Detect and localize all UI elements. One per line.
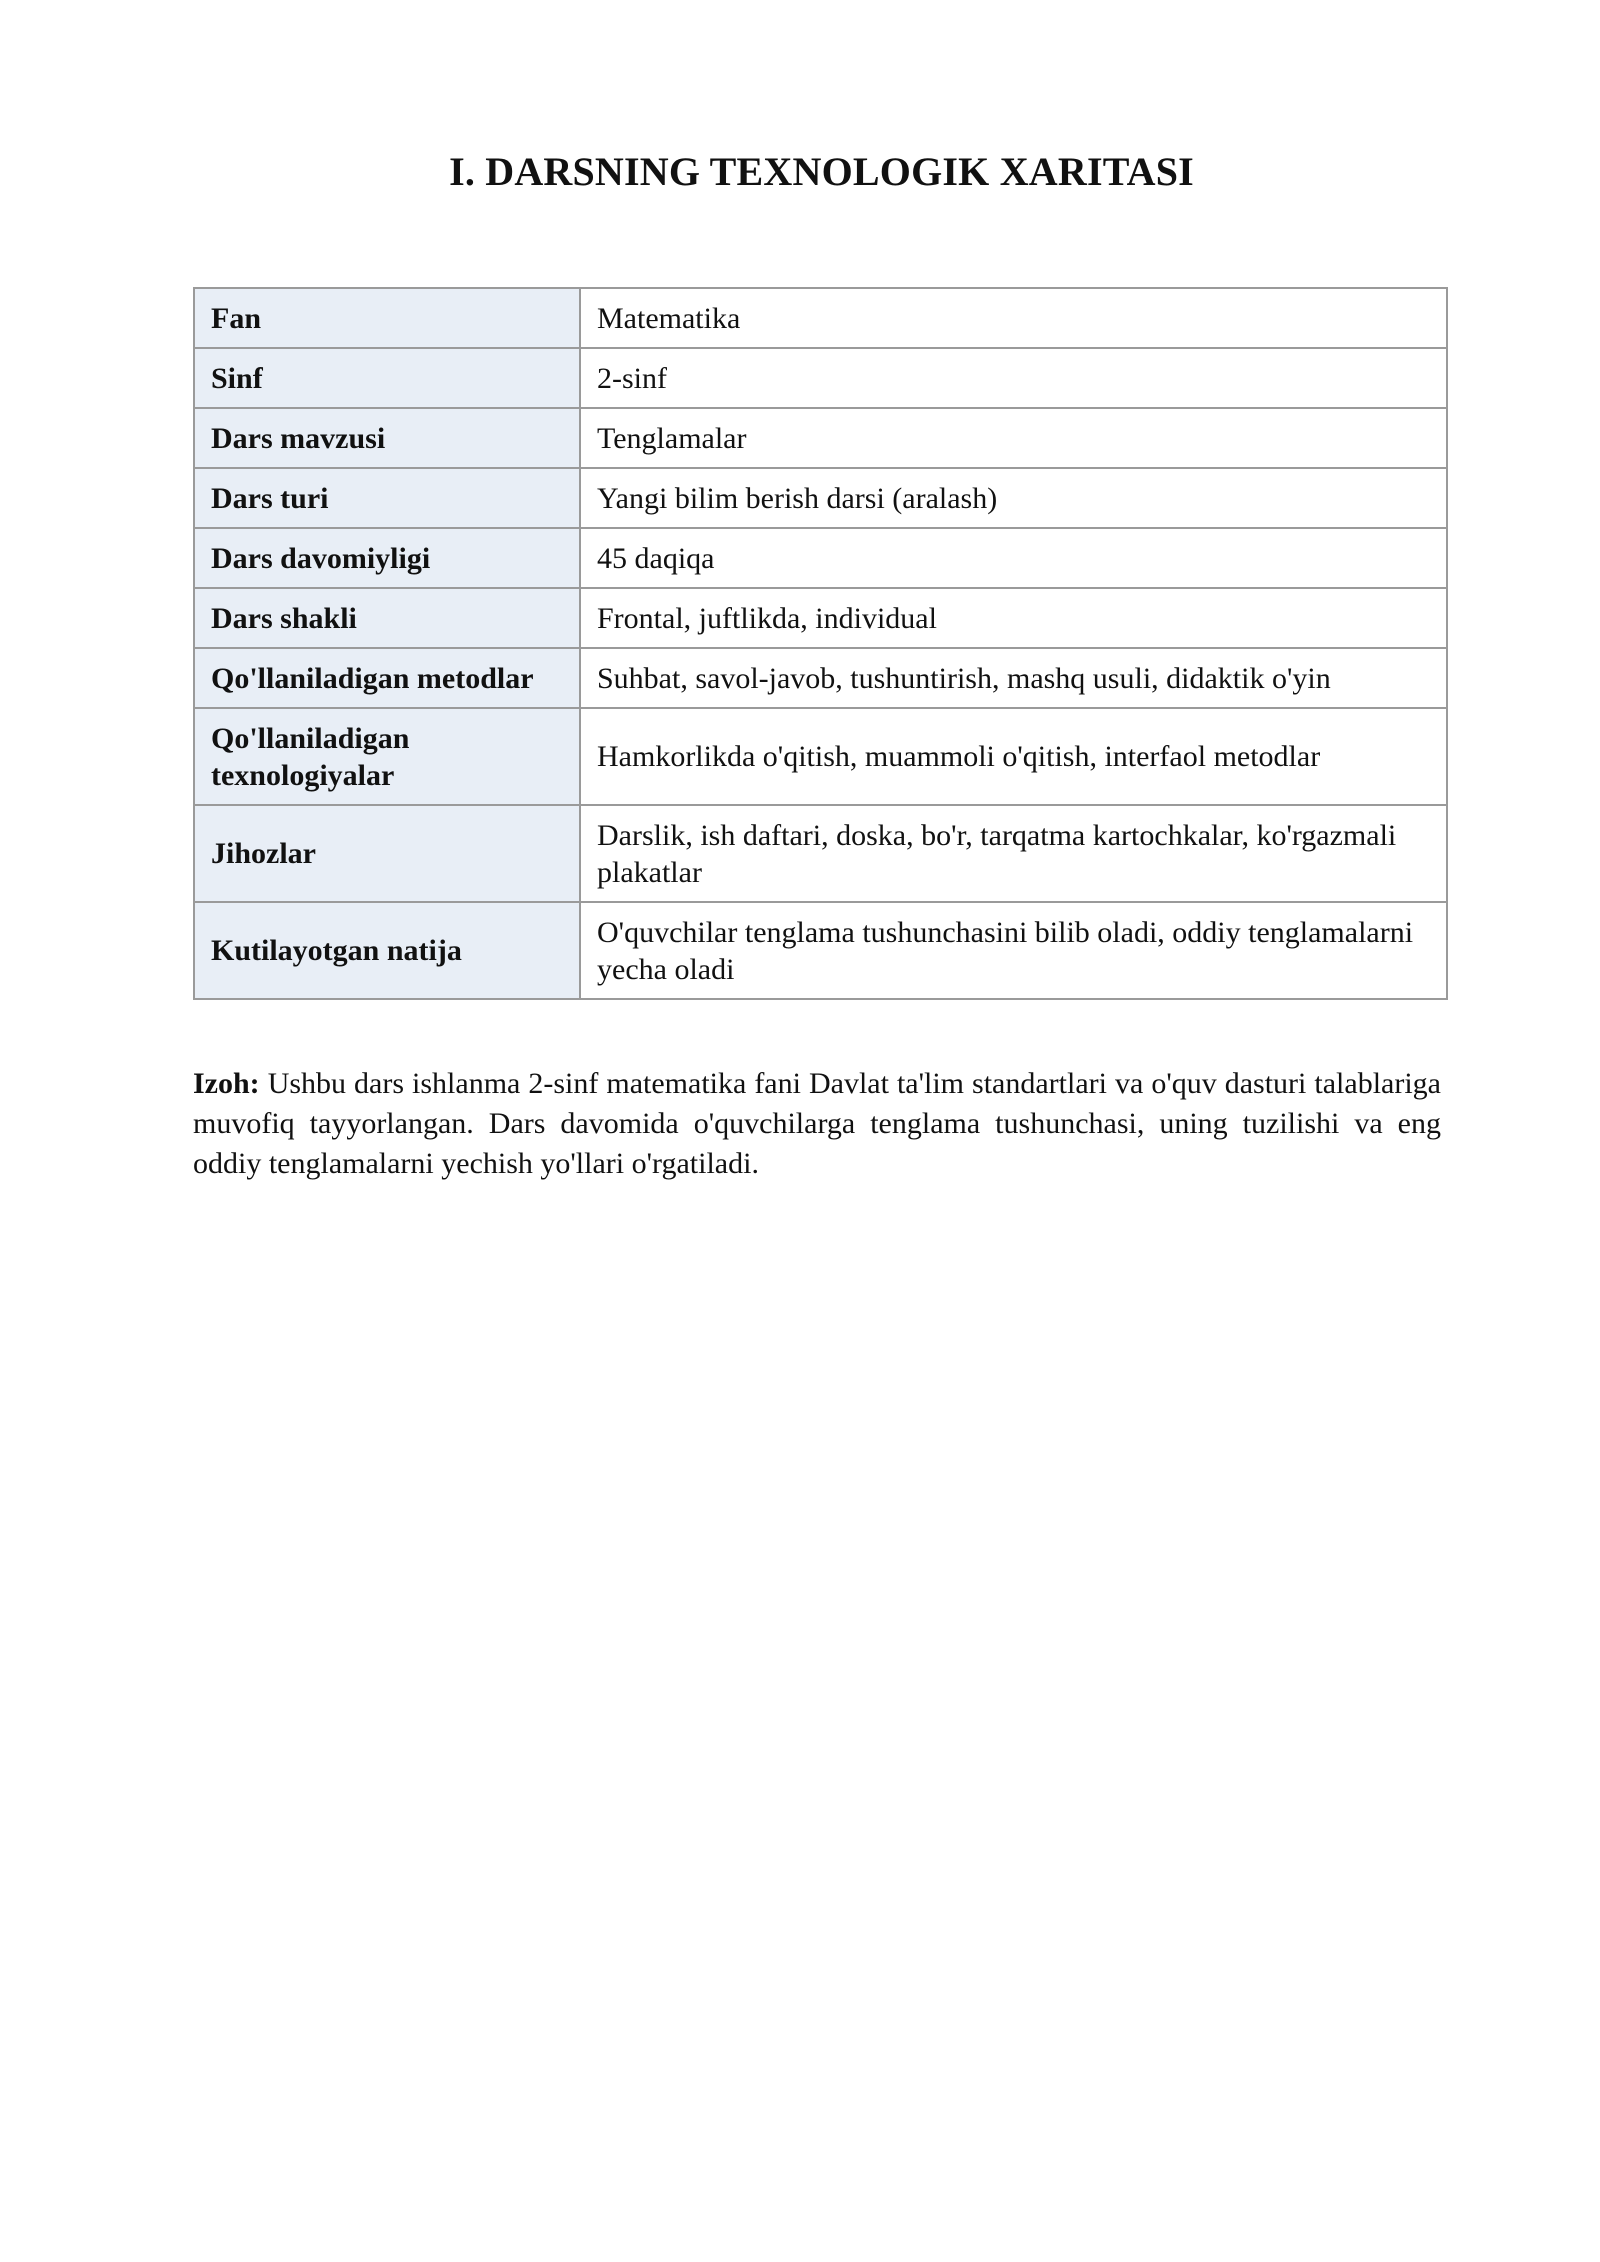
row-label: Kutilayotgan natija xyxy=(194,902,580,999)
row-value: Tenglamalar xyxy=(580,408,1447,468)
table-row xyxy=(194,648,1447,708)
row-label: Jihozlar xyxy=(194,805,580,902)
table-row xyxy=(194,288,1447,348)
table-row xyxy=(194,588,1447,648)
row-label: Sinf xyxy=(194,348,580,408)
row-label: Dars mavzusi xyxy=(194,408,580,468)
row-value: 45 daqiqa xyxy=(580,528,1447,588)
row-label: Dars shakli xyxy=(194,588,580,648)
row-value: Darslik, ish daftari, doska, bo'r, tarqatma kartochkalar, ko'rgazmali plakatlar xyxy=(580,805,1447,902)
row-value: Frontal, juftlikda, individual xyxy=(580,588,1447,648)
table-row xyxy=(194,708,1447,805)
row-value: Hamkorlikda o'qitish, muammoli o'qitish, interfaol metodlar xyxy=(580,708,1447,805)
row-label: Qo'llaniladigan metodlar xyxy=(194,648,580,708)
note-text: Ushbu dars ishlanma 2-sinf matematika fani Davlat ta'lim standartlari va o'quv dasturi talablariga muvofiq tayyorlangan. Dars davomida o'quvchilarga tenglama tushunchasi, uning tuzilishi va eng oddiy tenglamalarni yechish yo'llari o'rgatiladi. xyxy=(193,1067,1441,1180)
row-value: 2-sinf xyxy=(580,348,1447,408)
lesson-map-table xyxy=(193,287,1448,1000)
table-row xyxy=(194,408,1447,468)
row-value: Matematika xyxy=(580,288,1447,348)
page-title: I. DARSNING TEXNOLOGIK XARITASI xyxy=(449,149,1194,194)
row-label: Dars turi xyxy=(194,468,580,528)
note-paragraph xyxy=(193,1064,1441,1184)
table-row xyxy=(194,902,1447,999)
table-row xyxy=(194,528,1447,588)
table-row xyxy=(194,805,1447,902)
row-value: Suhbat, savol-javob, tushuntirish, mashq usuli, didaktik o'yin xyxy=(580,648,1447,708)
note-label: Izoh: xyxy=(193,1067,260,1100)
row-label: Fan xyxy=(194,288,580,348)
table-row xyxy=(194,468,1447,528)
row-value: O'quvchilar tenglama tushunchasini bilib oladi, oddiy tenglamalarni yecha oladi xyxy=(580,902,1447,999)
row-label: Qo'llaniladigan texnologiyalar xyxy=(194,708,580,805)
table-row xyxy=(194,348,1447,408)
row-value: Yangi bilim berish darsi (aralash) xyxy=(580,468,1447,528)
row-label: Dars davomiyligi xyxy=(194,528,580,588)
